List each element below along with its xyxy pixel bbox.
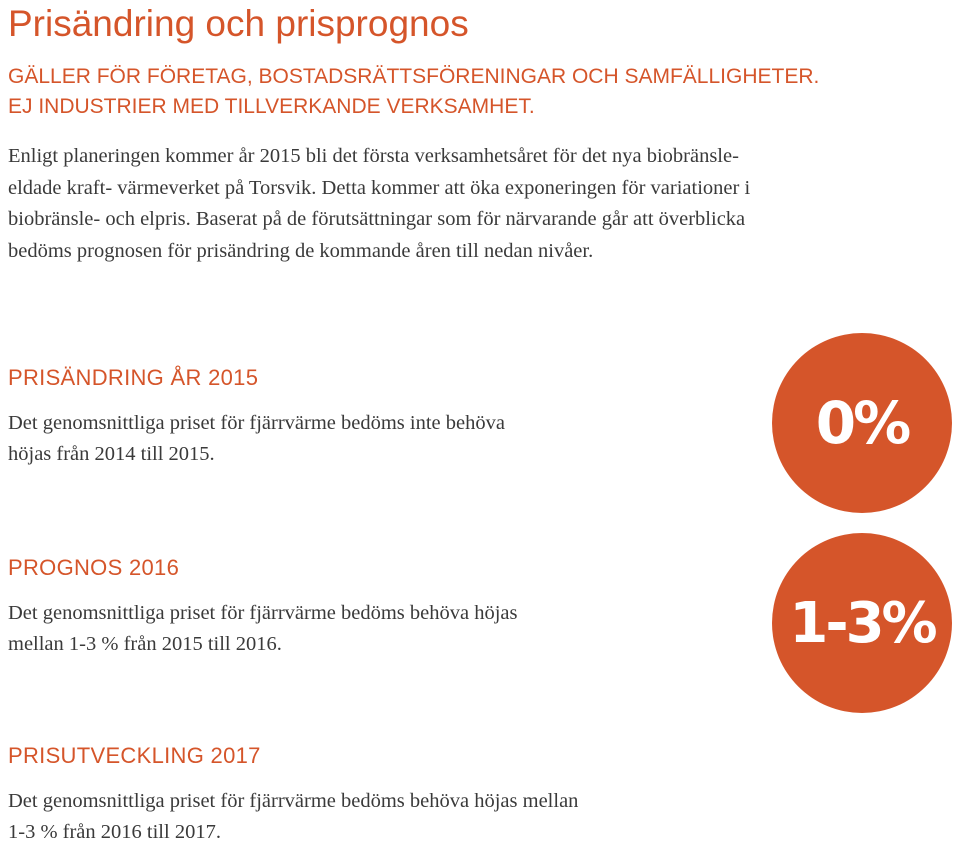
- section-text-2015: [8, 408, 505, 470]
- intro-line: eldade kraft- värmeverket på Torsvik. Detta kommer att öka exponeringen för variationer i: [8, 176, 751, 199]
- section-line: Det genomsnittliga priset för fjärrvärme bedöms behöva höjas mellan: [8, 790, 579, 812]
- section-heading-2016: PROGNOS 2016: [8, 555, 180, 580]
- intro-line: Enligt planeringen kommer år 2015 bli det första verksamhetsåret för det nya biobränsle-: [8, 145, 739, 167]
- subtitle-line: GÄLLER FÖR FÖRETAG, BOSTADSRÄTTSFÖRENINGAR OCH SAMFÄLLIGHETER.: [8, 65, 820, 88]
- subtitle-line: EJ INDUSTRIER MED TILLVERKANDE VERKSAMHET.: [8, 95, 535, 118]
- price-change-badge-2015: 0%: [772, 333, 952, 513]
- section-heading-2017: PRISUTVECKLING 2017: [8, 743, 261, 768]
- intro-line: biobränsle- och elpris. Baserat på de förutsättningar som för närvarande går att överblicka: [8, 208, 746, 230]
- price-forecast-badge-2016: 1-3%: [772, 533, 952, 713]
- section-text-2017: [8, 786, 578, 848]
- audience-subtitle: [8, 62, 819, 122]
- section-heading-2015: PRISÄNDRING ÅR 2015: [8, 365, 259, 390]
- section-line: höjas från 2014 till 2015.: [8, 443, 215, 465]
- section-line: Det genomsnittliga priset för fjärrvärme bedöms inte behöva: [8, 412, 505, 434]
- page-title: Prisändring och prisprognos: [8, 3, 469, 44]
- section-line: Det genomsnittliga priset för fjärrvärme bedöms behöva höjas: [8, 602, 518, 624]
- intro-line: bedöms prognosen för prisändring de kommande åren till nedan nivåer.: [8, 239, 594, 262]
- section-line: 1-3 % från 2016 till 2017.: [8, 821, 221, 843]
- section-text-2016: [8, 598, 518, 660]
- intro-paragraph: [8, 141, 953, 267]
- section-line: mellan 1-3 % från 2015 till 2016.: [8, 633, 282, 655]
